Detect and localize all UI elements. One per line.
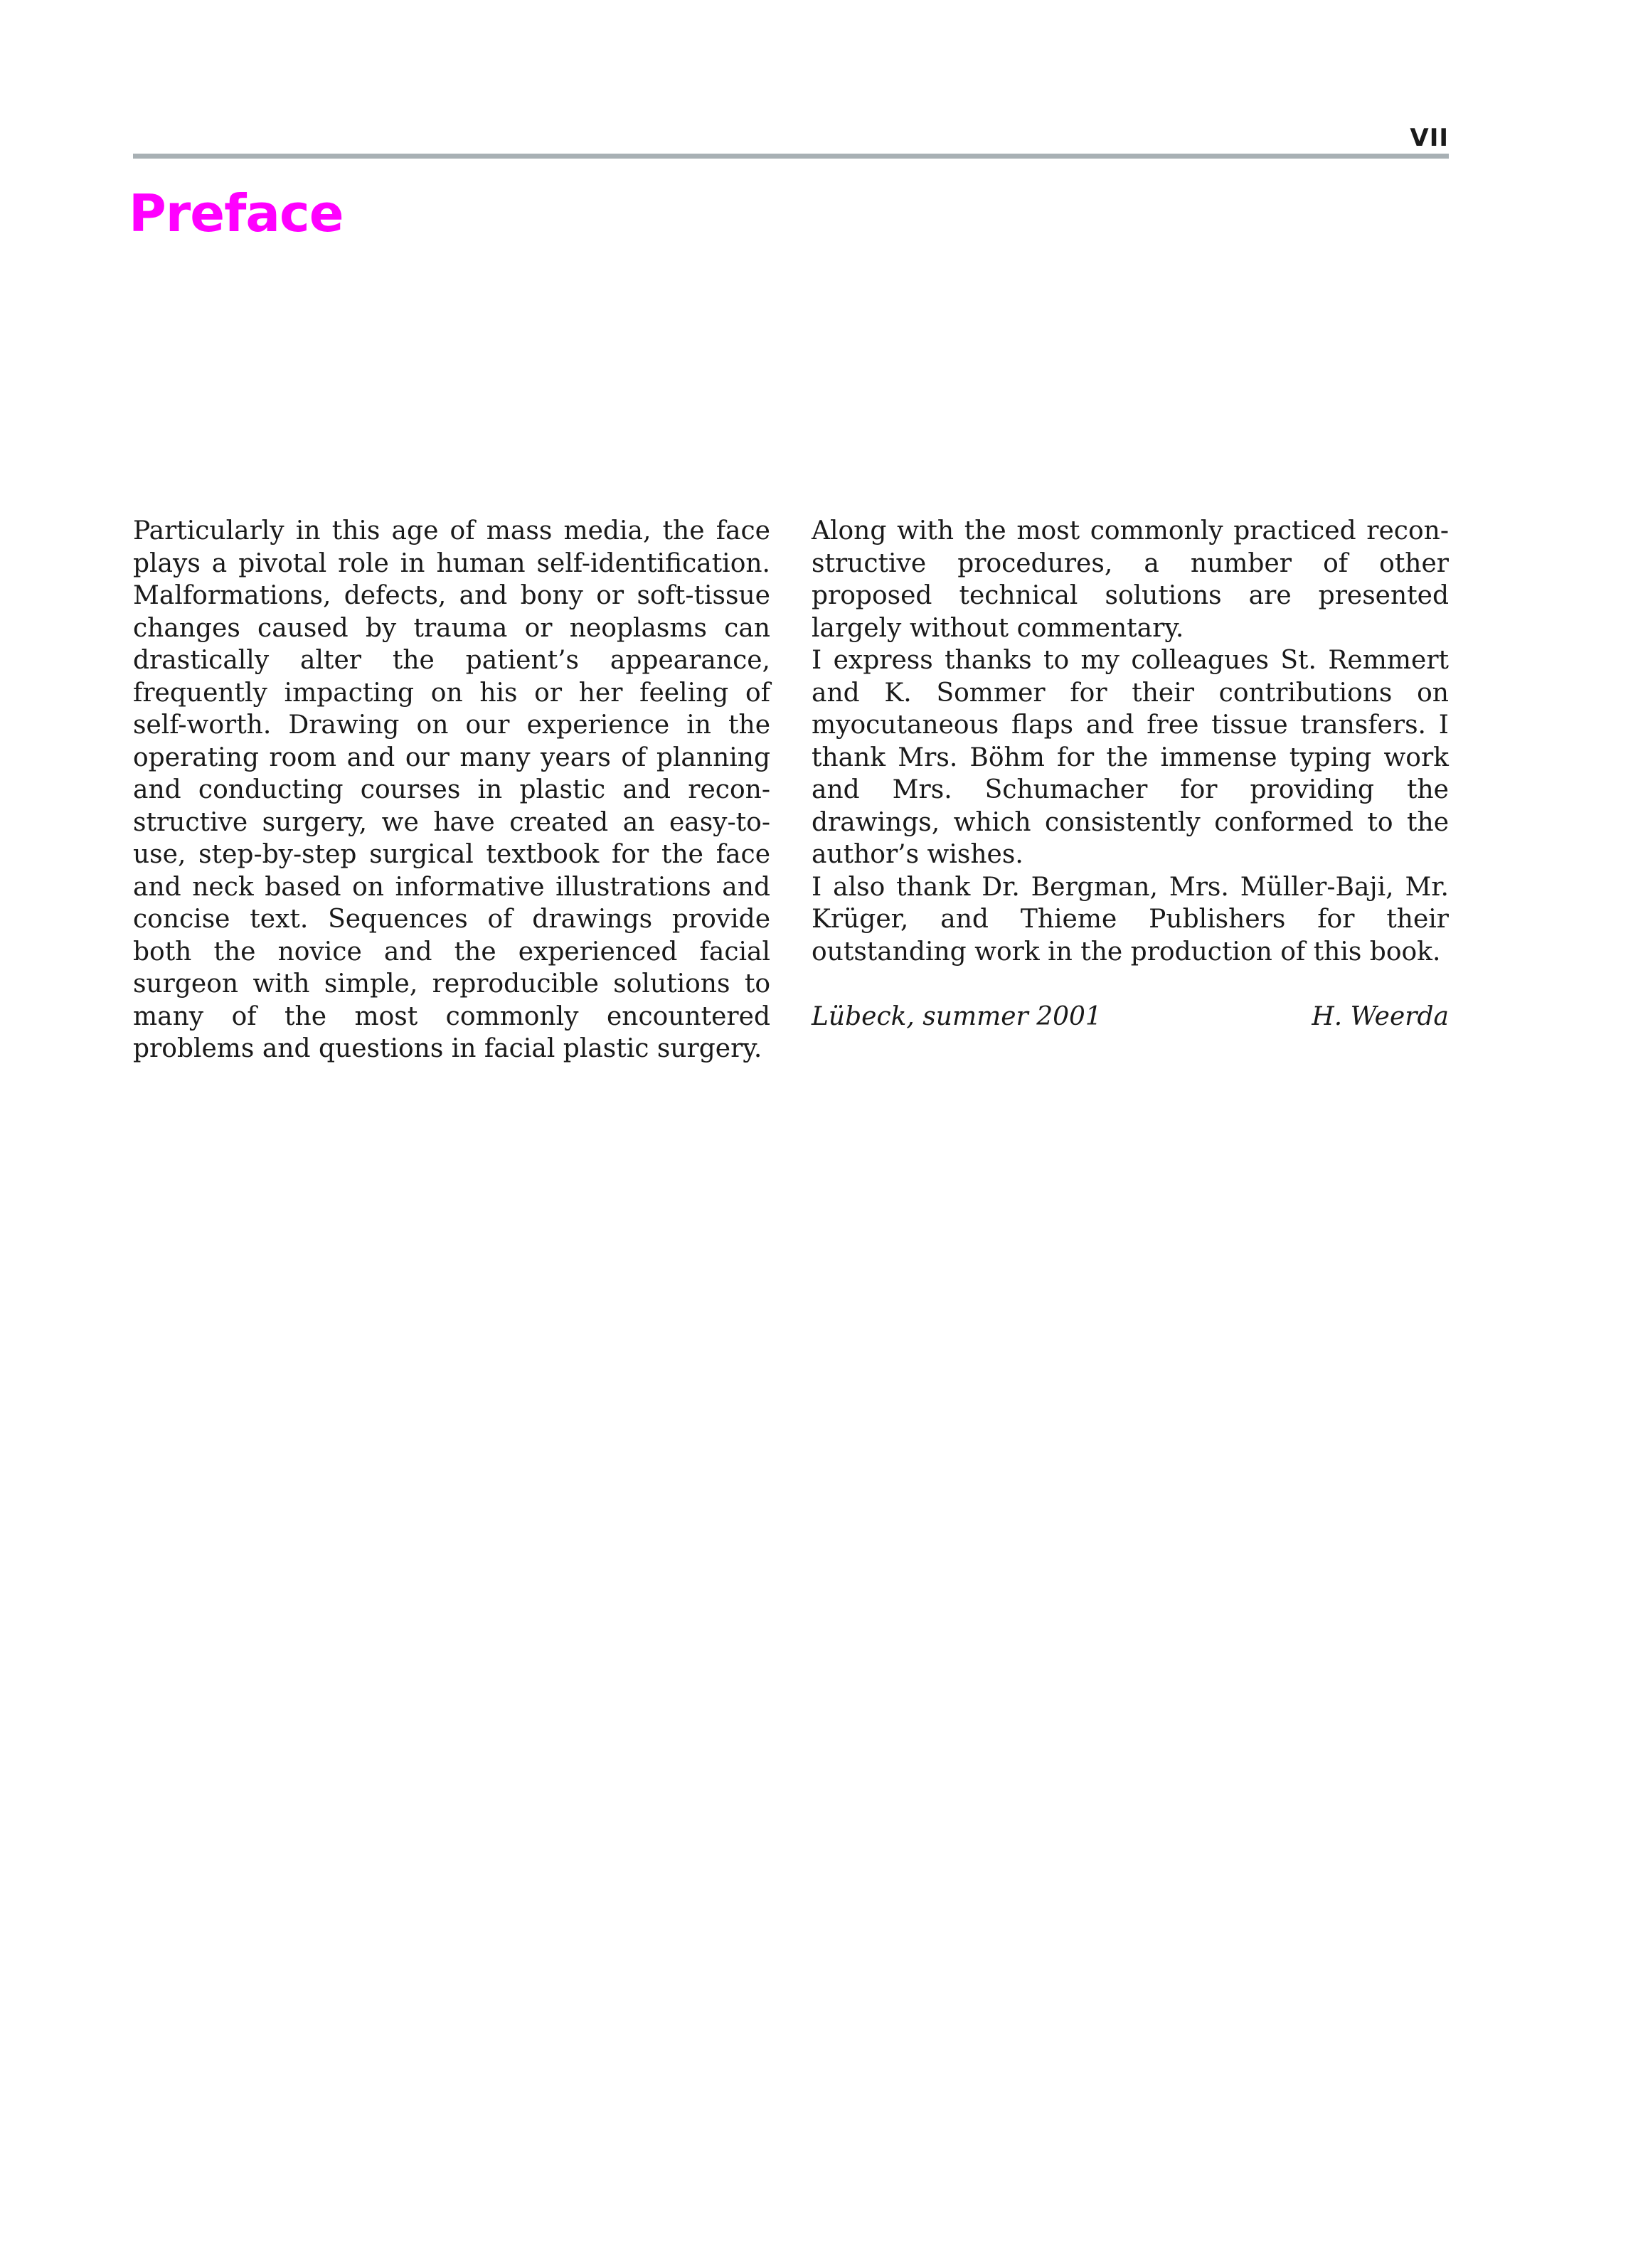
body-paragraph: I also thank Dr. Bergman, Mrs. Müller-Baji, Mr. Krüger, and Thieme Publishers for their outstanding work in the production of this book. (812, 872, 1449, 967)
signature-line (812, 1001, 1449, 1033)
body-columns (133, 515, 1449, 1065)
body-paragraph: Along with the most commonly practiced reconstructive procedures, a number of other proposed technical solutions are presented largely without commentary. (812, 516, 1449, 643)
header-rule (133, 154, 1449, 159)
body-paragraph: Particularly in this age of mass media, the face plays a pivotal role in human self-identification. Malformations, defects, and bony or soft-tissue changes caused by trauma or neoplasms can drastically alter the patient’s appearance, frequently impacting on his or her feeling of self-worth. Drawing on our experience in the operating room and our many years of planning and conducting courses in plastic and reconstructive surgery, we have created an easy-to-use, step-by-step surgical textbook for the face and neck based on informative illustrations and concise text. Sequences of drawings provide both the novice and the experienced facial surgeon with simple, reproducible solutions to many of the most commonly encountered problems and questions in facial plastic surgery. (133, 516, 770, 1063)
left-column (133, 515, 770, 1065)
signature-place-date: Lübeck, summer 2001 (812, 1001, 1102, 1031)
body-paragraph: I express thanks to my colleagues St. Remmert and K. Sommer for their contributions on myocutaneous flaps and free tissue transfers. I thank Mrs. Böhm for the immense typing work and Mrs. Schumacher for providing the drawings, which consistently conformed to the author’s wishes. (812, 646, 1449, 869)
right-column (812, 515, 1449, 1065)
page-number: VII (1410, 124, 1449, 152)
signature-author: H. Weerda (1312, 1001, 1449, 1031)
chapter-title: Preface (129, 183, 344, 243)
